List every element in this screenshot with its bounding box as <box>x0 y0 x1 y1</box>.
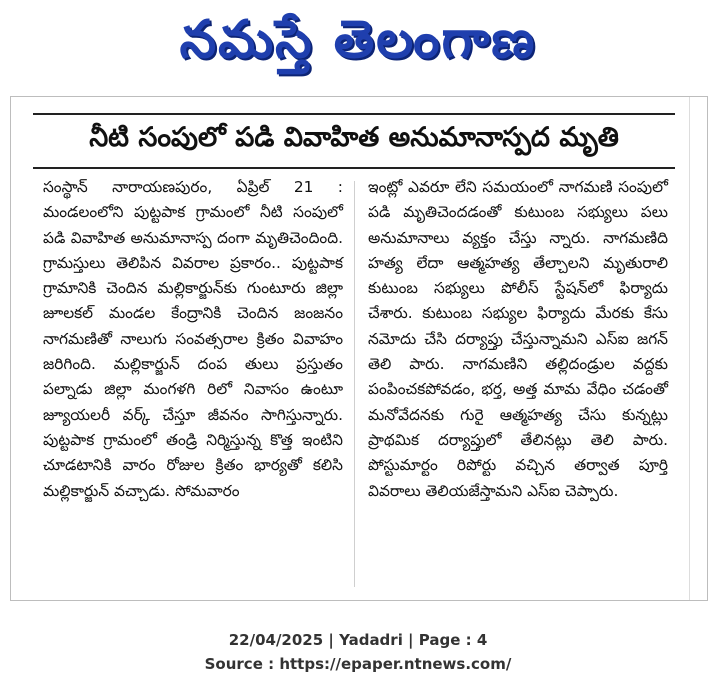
article-text-left: సంస్థాన్ నారాయణపురం, ఏప్రిల్ 21 : మండలంలోని పుట్టపాక గ్రామంలో నీటి సంపులో పడి వివాహిత అనుమానాస్ప దంగా మృతిచెందింది. గ్రామస్తులు తెలిపిన వివరాల ప్రకారం.. పుట్టపాక గ్రామానికి చెందిన మల్లికార్జున్‌కు గుంటూరు జిల్లా జూలకల్ మండల కేంద్రానికి చెందిన జంజనం నాగమణితో నాలుగు సంవత్సరాల క్రితం వివాహం జరిగింది. మల్లికార్జున్ దంప తులు ప్రస్తుతం పల్నాడు జిల్లా మంగళగి రిలో నివాసం ఉంటూ జ్యూయలరీ వర్క్ చేస్తూ జీవనం సాగిస్తున్నారు. పుట్టపాక గ్రామంలో తండ్రి నిర్మిస్తున్న కొత్త ఇంటిని చూడటానికి వారం రోజుల క్రితం భార్యతో కలిసి మల్లికార్జున్ వచ్చాడు. సోమవారం <box>43 178 343 500</box>
footer <box>0 628 716 676</box>
article-column-left <box>43 175 343 504</box>
headline-bar <box>33 113 675 169</box>
masthead <box>0 0 716 92</box>
footer-date-line: 22/04/2025 | Yadadri | Page : 4 <box>228 631 488 649</box>
adjacent-article-edge <box>689 97 708 600</box>
news-clipping <box>10 96 708 601</box>
masthead-title: నమస్తే తెలంగాణ <box>179 9 537 70</box>
article-column-right <box>368 175 668 504</box>
footer-source-line: Source : https://epaper.ntnews.com/ <box>204 655 512 673</box>
article-headline: నీటి సంపులో పడి వివాహిత అనుమానాస్పద మృతి <box>89 122 619 153</box>
column-divider <box>354 181 355 587</box>
article-text-right: ఇంట్లో ఎవరూ లేని సమయంలో నాగమణి సంపులో పడి మృతిచెందడంతో కుటుంబ సభ్యులు పలు అనుమానాలు వ్యక్తం చేస్తు న్నారు. నాగమణిది హత్య లేదా ఆత్మహత్య తేల్చాలని మృతురాలి కుటుంబ సభ్యులు పోలీస్ స్టేషన్‌లో ఫిర్యాదు చేశారు. కుటుంబ సభ్యుల ఫిర్యాదు మేరకు కేసు నమోదు చేసి దర్యాప్తు చేస్తున్నామని ఎస్ఐ జగన్ తెలి పారు. నాగమణిని తల్లిదండ్రుల వద్దకు పంపించకపోవడం, భర్త, అత్త మామ వేధిం చడంతో మనోవేదనకు గురై ఆత్మహత్య చేసు కున్నట్లు ప్రాథమిక దర్యాప్తులో తేలినట్లు తెలి పారు. పోస్టుమార్టం రిపోర్టు వచ్చిన తర్వాత పూర్తి వివరాలు తెలియజేస్తామని ఎస్ఐ చెప్పారు. <box>368 178 668 500</box>
